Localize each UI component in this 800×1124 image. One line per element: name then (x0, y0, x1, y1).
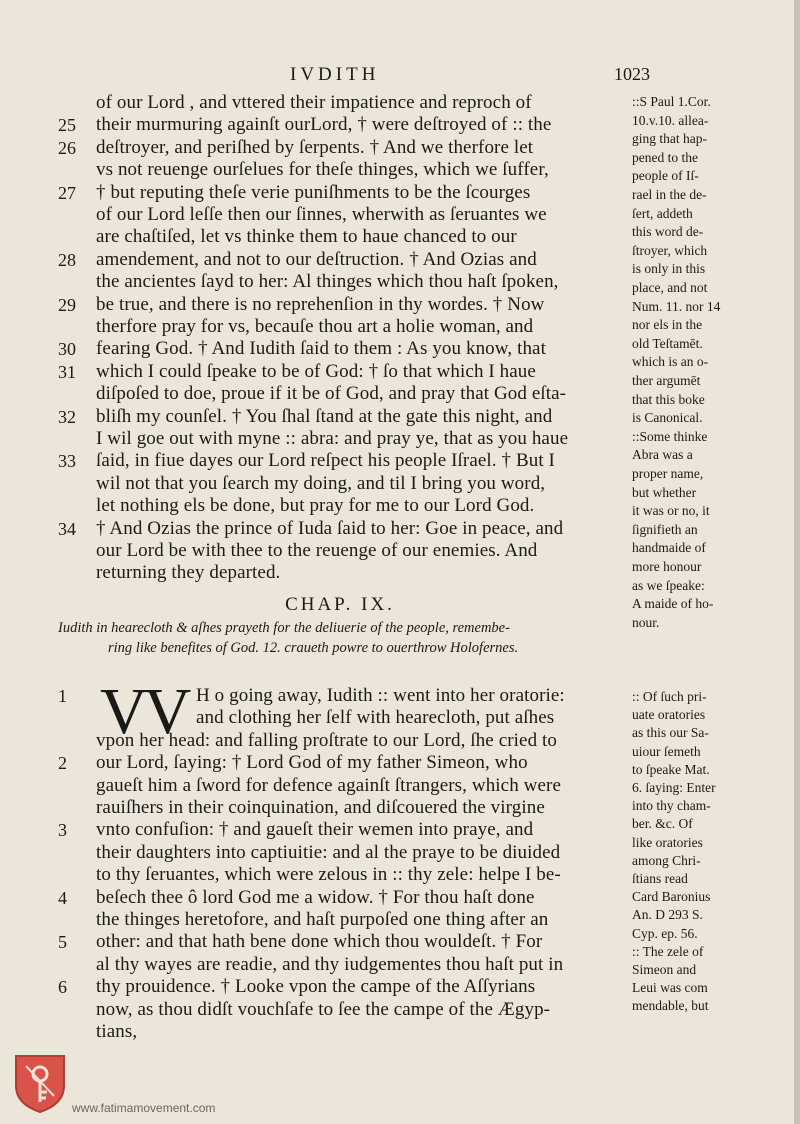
text-line: ſaid, in fiue dayes our Lord reſpect his people Iſrael. † But I (96, 450, 555, 472)
text-line: are chaſtiſed, let vs thinke them to haue chanced to our (96, 226, 517, 248)
verse-number: 25 (58, 115, 76, 136)
margin-note-line: mendable, but (632, 998, 709, 1014)
margin-note-line: ſtians read (632, 871, 688, 886)
text-line: now, as thou didſt vouchſafe to ſee the campe of the Ægyp- (96, 998, 551, 1020)
margin-note-line: but whether (632, 484, 697, 500)
text-line: tians, (96, 1021, 138, 1042)
margin-note-line: A maide of ho- (632, 596, 714, 612)
margin-note-line: :: Of ſuch pri- (632, 689, 707, 704)
text-line: vnto confuſion: † and gaueſt their wemen into praye, and (96, 819, 534, 841)
text-line: let nothing els be done, but pray for me to our Lord God. (96, 495, 535, 517)
text-line: the ancientes ſayd to her: Al thinges which thou haſt ſpoken, (96, 271, 559, 293)
margin-note-line: Simeon and (632, 962, 697, 977)
text-line: of our Lord , and vttered their impatience and reproch of (96, 92, 532, 113)
text-line: I wil goe out with myne :: abra: and pray ye, that as you haue (96, 428, 569, 449)
margin-note-line: as we ſpeake: (632, 577, 705, 593)
margin-note-line: ſtroyer, which (632, 242, 708, 258)
text-line: vpon her head: and falling proſtrate to our Lord, ſhe cried to (96, 729, 557, 751)
text-line: our Lord, ſaying: † Lord God of my father Simeon, who (96, 752, 528, 774)
text-line: H o going away, Iudith :: went into her oratorie: (196, 685, 565, 706)
verse-number: 2 (58, 753, 67, 774)
margin-note-line: ::Some thinke (632, 428, 708, 444)
text-line: bliſh my counſel. † You ſhal ſtand at the gate this night, and (96, 405, 553, 427)
page-number: 1023 (614, 64, 650, 84)
margin-note-line: this word de- (632, 224, 704, 240)
text-line: deſtroyer, and periſhed by ſerpents. † And we therfore let (96, 136, 534, 158)
verse-number: 1 (58, 686, 67, 706)
margin-note-line: Leui was com (632, 980, 708, 996)
text-line: our Lord be with thee to the reuenge of our enemies. And (96, 540, 538, 561)
margin-note-line: 10.v.10. allea- (632, 112, 709, 128)
margin-note-line: rael in the de- (632, 187, 707, 202)
verse-number: 32 (58, 406, 76, 427)
margin-note-line: is Canonical. (632, 410, 703, 426)
text-line: their murmuring againſt ourLord, † were deſtroyed of :: the (96, 114, 552, 136)
margin-note-line: into thy cham- (632, 798, 711, 814)
text-line: amendement, and not to our deſtruction. † And Ozias and (96, 248, 537, 270)
margin-note-line: like oratories (632, 834, 703, 850)
verse-number: 6 (58, 977, 67, 998)
margin-note-line: uiour ſemeth (632, 743, 701, 759)
margin-note-line: Card Baronius (632, 889, 711, 905)
margin-note-line: to ſpeake Mat. (632, 761, 710, 777)
text-line: gaueſt him a ſword for defence againſt ſtrangers, which were (96, 774, 561, 796)
verse-number: 31 (58, 361, 76, 382)
text-line: beſech thee ô lord God me a widow. † For thou haſt done (96, 886, 535, 908)
margin-note-line: that this boke (632, 391, 705, 407)
margin-note-line: ber. &c. Of (632, 816, 693, 832)
margin-note-line: more honour (632, 559, 702, 574)
margin-note-line: proper name, (632, 466, 704, 481)
margin-note-line: nour. (632, 614, 660, 630)
margin-note-line: ſert, addeth (632, 205, 693, 221)
text-line: returning they departed. (96, 562, 281, 584)
text-line: and clothing her ſelf with hearecloth, put aſhes (196, 707, 555, 729)
margin-note-line: Num. 11. nor 14 (632, 298, 721, 314)
margin-note-line: ::S Paul 1.Cor. (632, 94, 711, 109)
drop-capital: VV (100, 675, 188, 748)
margin-note-line: handmaide of (632, 540, 706, 556)
margin-note-line: old Teſtamēt. (632, 335, 703, 351)
page-edge (794, 0, 800, 1124)
verse-number: 5 (58, 932, 67, 953)
verse-number: 28 (58, 249, 76, 270)
verse-number: 33 (58, 451, 76, 472)
margin-note-line: nor els in the (632, 317, 703, 333)
text-line: vs not reuenge ourſelues for theſe thinges, which we ſuffer, (96, 159, 549, 181)
text-line: their daughters into captiuitie: and al the praye to be diuided (96, 841, 561, 863)
margin-note-line: :: The zele of (632, 943, 704, 959)
margin-note-line: Abra was a (632, 447, 693, 463)
margin-note-line: 6. ſaying: Enter (632, 780, 716, 795)
margin-note-line: ſignifieth an (632, 521, 698, 537)
chapter-title: CHAP. IX. (285, 594, 395, 615)
margin-note-line: which is an o- (632, 354, 709, 370)
text-line: † And Ozias the prince of Iuda ſaid to her: Goe in peace, and (96, 517, 564, 539)
margin-note-line: Cyp. ep. 56. (632, 925, 698, 941)
text-line: rauiſhers in their coinquination, and diſcouered the virgine (96, 797, 545, 818)
verse-number: 27 (58, 182, 76, 203)
verse-number: 29 (58, 294, 76, 315)
margin-note-line: uate oratories (632, 707, 706, 723)
margin-note-line: it was or no, it (632, 503, 710, 519)
website-watermark: www.fatimamovement.com (72, 1101, 216, 1115)
text-line: be true, and there is no reprehenſion in thy wordes. † Now (96, 293, 545, 315)
margin-note-line: among Chri- (632, 852, 701, 868)
text-line: † but reputing theſe verie puniſhments to be the ſcourges (96, 181, 531, 203)
verse-number: 34 (58, 518, 76, 539)
papal-keys-shield-icon (12, 1052, 68, 1114)
chapter-summary-line: ring like benefites of God. 12. craueth powre to ouerthrow Holofernes. (108, 640, 519, 656)
margin-note-line: people of Iſ- (632, 168, 699, 184)
verse-number: 26 (58, 137, 76, 158)
running-head: IVDITH (290, 64, 380, 85)
margin-note-line: ther argumēt (632, 373, 701, 388)
text-line: diſpoſed to doe, proue if it be of God, and pray that God eſta- (96, 383, 567, 405)
text-line: al thy wayes are readie, and thy iudgementes thou haſt put in (96, 953, 564, 975)
text-line: wil not that you ſearch my doing, and til I bring you word, (96, 472, 546, 494)
chapter-summary-line: Iudith in hearecloth & aſhes prayeth for the deliuerie of the people, remembe- (58, 620, 510, 636)
page-header (290, 64, 650, 88)
margin-note-line: is only in this (632, 261, 706, 277)
margin-note-line: as this our Sa- (632, 725, 709, 741)
text-line: thy prouidence. † Looke vpon the campe of the Aſſyrians (96, 976, 536, 998)
margin-note-line: An. D 293 S. (632, 907, 703, 923)
text-line: of our Lord leſſe then our ſinnes, wherwith as ſeruantes we (96, 204, 547, 225)
verse-number: 30 (58, 339, 76, 360)
margin-note-line: ging that hap- (632, 131, 707, 147)
text-line: therfore pray for vs, becauſe thou art a holie woman, and (96, 316, 534, 337)
text-line: other: and that hath bene done which thou wouldeſt. † For (96, 931, 543, 953)
text-line: fearing God. † And Iudith ſaid to them : As you know, that (96, 338, 546, 360)
margin-note-line: pened to the (632, 149, 698, 165)
text-line: the thinges heretofore, and haſt purpoſed one thing after an (96, 909, 549, 930)
text-line: to thy ſeruantes, which were zelous in :: thy zele: helpe I be- (96, 864, 561, 886)
text-line: which I could ſpeake to be of God: † ſo that which I haue (96, 360, 536, 382)
verse-number: 3 (58, 820, 67, 841)
margin-note-line: place, and not (632, 280, 708, 295)
verse-number: 4 (58, 887, 67, 908)
